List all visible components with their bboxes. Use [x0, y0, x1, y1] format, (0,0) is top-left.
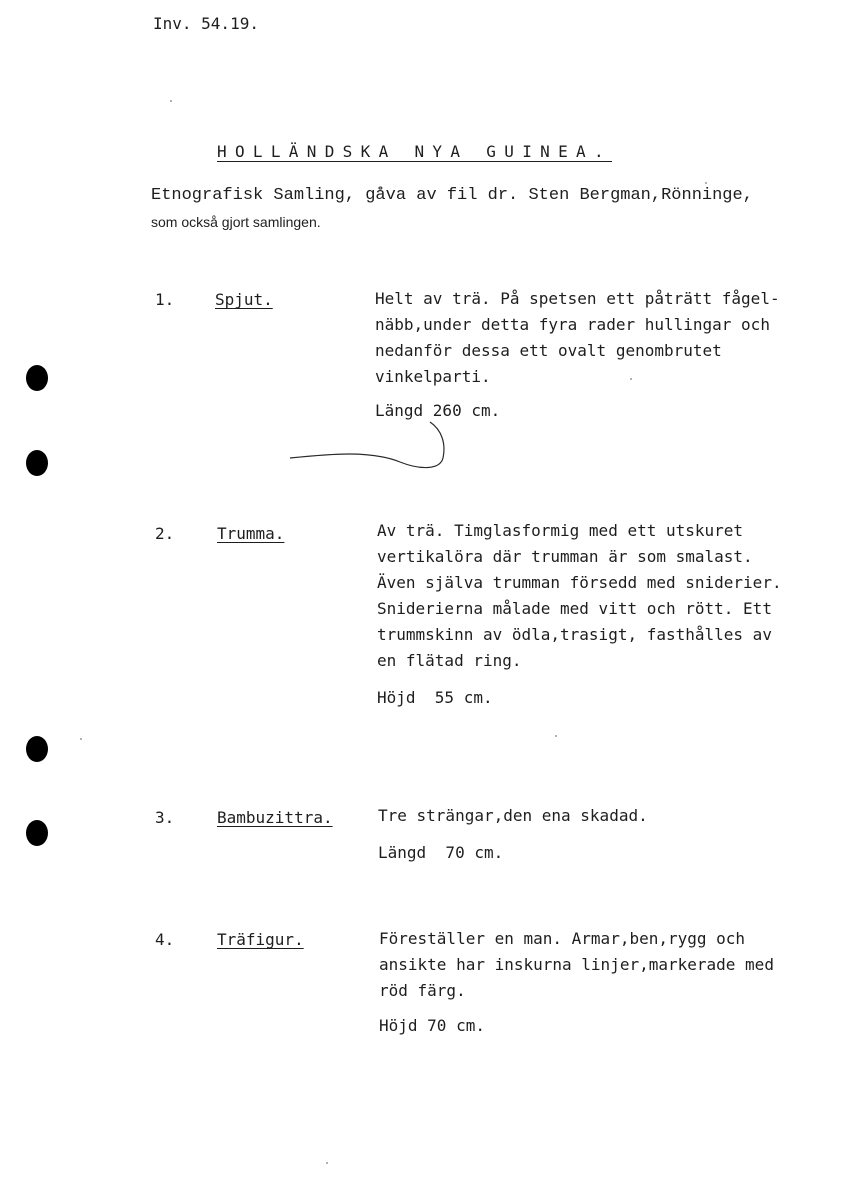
item-description	[377, 518, 847, 674]
item-measure: Längd 260 cm.	[375, 401, 501, 420]
item-number: 4.	[155, 930, 175, 949]
item-name: Trumma.	[217, 524, 285, 543]
punch-hole	[26, 820, 48, 846]
punch-hole	[26, 736, 48, 762]
description-line: Sniderierna målade med vitt och rött. Ett	[377, 599, 772, 618]
paper-speck	[705, 182, 707, 184]
description-line: Av trä. Timglasformig med ett utskuret	[377, 521, 744, 540]
paper-speck	[555, 735, 557, 737]
description-line: trummskinn av ödla,trasigt, fasthålles av	[377, 625, 772, 644]
item-description	[375, 286, 845, 390]
description-line: vinkelparti.	[375, 367, 491, 386]
description-line: vertikalöra där trumman är som smalast.	[377, 547, 753, 566]
punch-hole	[26, 365, 48, 391]
intro-line-2: som också gjort samlingen.	[151, 214, 321, 230]
item-measure: Höjd 70 cm.	[379, 1016, 485, 1035]
item-number: 1.	[155, 290, 175, 309]
pen-scribble	[280, 410, 460, 480]
item-description-line: Tre strängar,den ena skadad.	[378, 806, 648, 825]
paper-speck	[170, 100, 172, 102]
paper-speck	[326, 1162, 328, 1164]
description-line: ansikte har inskurna linjer,markerade med	[379, 955, 774, 974]
item-description	[379, 926, 849, 1004]
item-measure: Höjd 55 cm.	[377, 688, 493, 707]
page-title: HOLLÄNDSKA NYA GUINEA.	[217, 142, 612, 161]
item-name: Träfigur.	[217, 930, 304, 949]
description-line: Även själva trumman försedd med sniderier.	[377, 573, 782, 592]
description-line: näbb,under detta fyra rader hullingar och	[375, 315, 770, 334]
inventory-number: Inv. 54.19.	[153, 14, 259, 33]
item-measure: Längd 70 cm.	[378, 843, 504, 862]
item-name: Bambuzittra.	[217, 808, 333, 827]
description-line: en flätad ring.	[377, 651, 522, 670]
item-name: Spjut.	[215, 290, 273, 309]
item-number: 3.	[155, 808, 175, 827]
description-line: Helt av trä. På spetsen ett påträtt fågel-	[375, 289, 780, 308]
item-number: 2.	[155, 524, 175, 543]
description-line: Föreställer en man. Armar,ben,rygg och	[379, 929, 746, 948]
punch-hole	[26, 450, 48, 476]
description-line: nedanför dessa ett ovalt genombrutet	[375, 341, 722, 360]
paper-speck	[80, 738, 82, 740]
intro-line-1: Etnografisk Samling, gåva av fil dr. Sten Bergman,Rönninge,	[151, 186, 753, 205]
description-line: röd färg.	[379, 981, 466, 1000]
